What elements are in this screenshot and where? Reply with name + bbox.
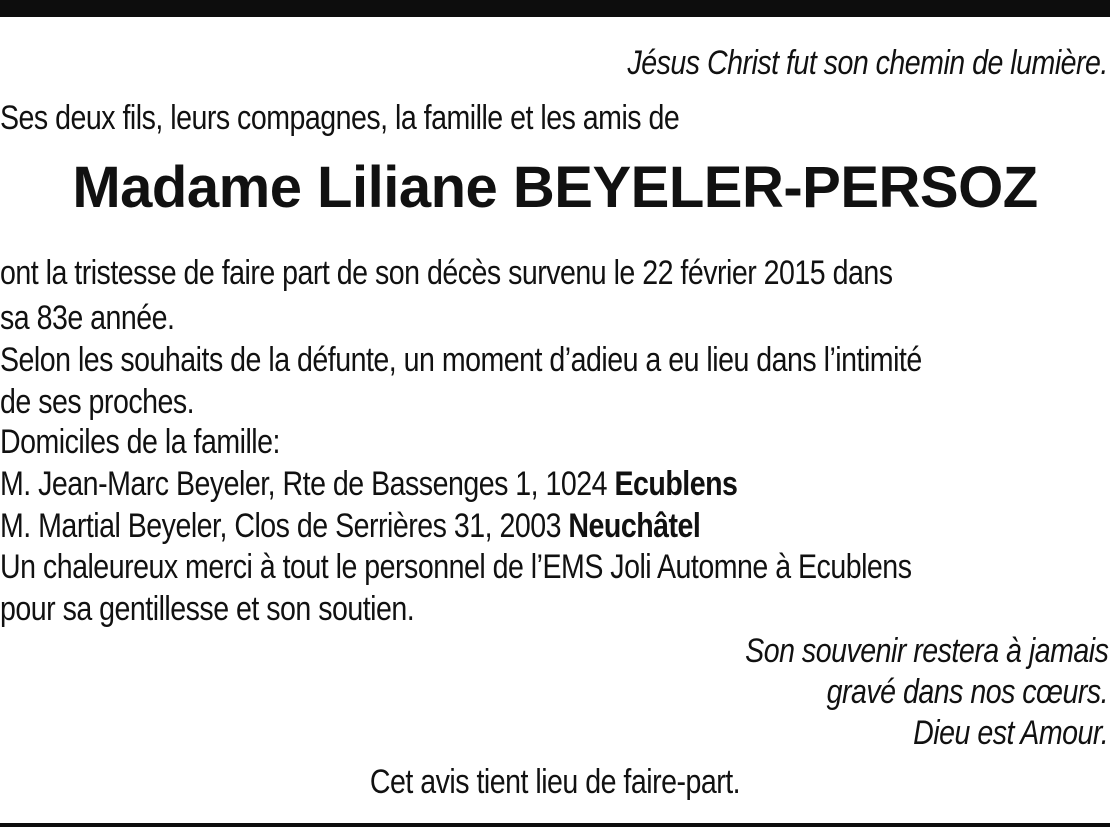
closing-line-1: Son souvenir restera à jamais (744, 632, 1108, 670)
domicile-1-address: M. Jean-Marc Beyeler, Rte de Bassenges 1, 1024 (0, 465, 615, 503)
closing-line-3: Dieu est Amour. (912, 714, 1108, 752)
domicile-2-address: M. Martial Beyeler, Clos de Serrières 31, 2003 (0, 507, 569, 545)
top-border-rule (0, 0, 1110, 17)
domicile-1 (0, 464, 932, 504)
thanks-line-2: pour sa gentillesse et son soutien. (0, 590, 415, 628)
domicile-1-city: Ecublens (614, 465, 738, 503)
domicile-2-city: Neuchâtel (568, 507, 701, 545)
domicile-2 (0, 506, 932, 546)
intro-text: Ses deux fils, leurs compagnes, la famille et les amis de (0, 99, 680, 137)
announcement-line-2: sa 83e année. (0, 299, 175, 337)
epigraph: Jésus Christ fut son chemin de lumière. (627, 44, 1108, 82)
wishes-line-1: Selon les souhaits de la défunte, un moment d’adieu a eu lieu dans l’intimité (0, 341, 922, 379)
deceased-name: Madame Liliane BEYELER-PERSOZ (72, 155, 1038, 220)
announcement-line-1: ont la tristesse de faire part de son décès survenu le 22 février 2015 dans (0, 254, 893, 292)
bottom-border-rule (0, 823, 1110, 827)
domiciles-heading: Domiciles de la famille: (0, 423, 280, 461)
closing-line-2: gravé dans nos cœurs. (826, 673, 1108, 711)
wishes-line-2: de ses proches. (0, 383, 195, 421)
footer-note: Cet avis tient lieu de faire-part. (369, 763, 741, 801)
thanks-line-1: Un chaleureux merci à tout le personnel de l’EMS Joli Automne à Ecublens (0, 548, 912, 586)
